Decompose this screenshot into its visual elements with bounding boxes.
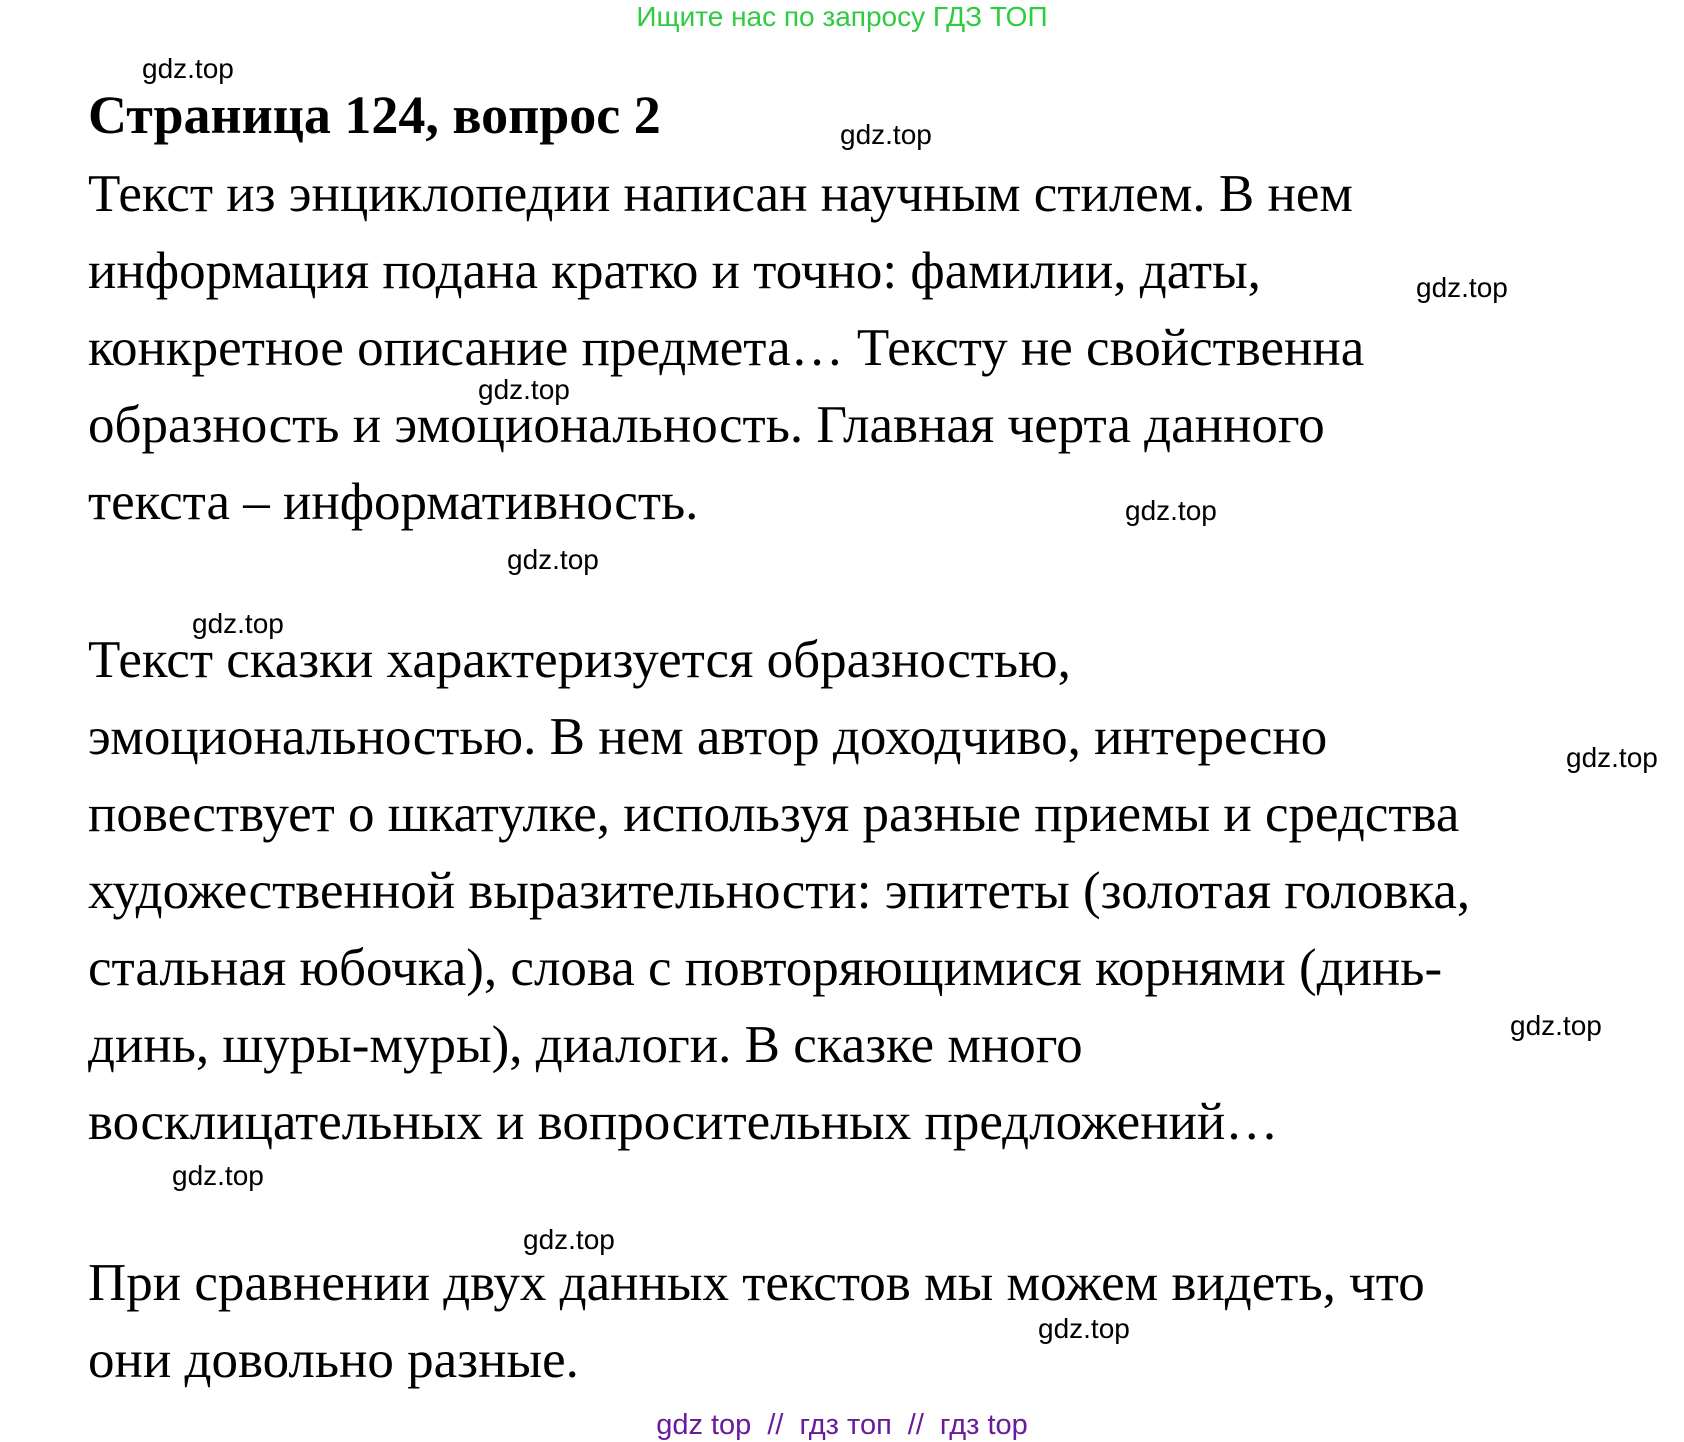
text-line: Текст сказки характеризуется образностью,	[88, 631, 1071, 689]
footer-link-gdz-top-ru[interactable]: гдз топ	[799, 1409, 892, 1441]
text-line: стальная юбочка), слова с повторяющимися корнями (динь-	[88, 939, 1443, 997]
text-line: При сравнении двух данных текстов мы можем видеть, что	[88, 1254, 1425, 1312]
text-line: информация подана кратко и точно: фамилии, даты,	[88, 242, 1261, 300]
watermark: gdz.top	[172, 1160, 264, 1191]
watermark: gdz.top	[1566, 742, 1658, 773]
paragraph-comparison	[88, 1245, 1648, 1399]
paragraph-fairy-tale	[88, 622, 1648, 1161]
text-line: эмоциональностью. В нем автор доходчиво, интересно	[88, 708, 1328, 766]
footer-separator: //	[907, 1409, 924, 1441]
watermark: gdz.top	[840, 119, 932, 150]
text-line: текста – информативность.	[88, 473, 699, 531]
watermark: gdz.top	[478, 374, 570, 405]
text-line: образность и эмоциональность. Главная черта данного	[88, 396, 1325, 454]
watermark: gdz.top	[507, 544, 599, 575]
search-hint-banner: Ищите нас по запросу ГДЗ ТОП	[636, 1, 1048, 32]
text-line: восклицательных и вопросительных предложений…	[88, 1093, 1279, 1151]
watermark: gdz.top	[1038, 1313, 1130, 1344]
text-line: художественной выразительности: эпитеты (золотая головка,	[88, 862, 1471, 920]
text-line: динь, шуры-муры), диалоги. В сказке много	[88, 1016, 1083, 1074]
text-line: повествует о шкатулке, используя разные приемы и средства	[88, 785, 1460, 843]
footer-separator: //	[767, 1409, 784, 1441]
footer-link-gdz-top-mixed[interactable]: гдз top	[939, 1409, 1028, 1441]
text-line: конкретное описание предмета… Тексту не свойственна	[88, 319, 1365, 377]
watermark: gdz.top	[1510, 1010, 1602, 1041]
text-line: они довольно разные.	[88, 1331, 579, 1389]
page-title: Страница 124, вопрос 2	[88, 85, 661, 145]
watermark: gdz.top	[192, 608, 284, 639]
footer-link-gdz-top[interactable]: gdz top	[656, 1409, 752, 1441]
paragraph-encyclopedia	[88, 156, 1648, 541]
watermark: gdz.top	[523, 1224, 615, 1255]
watermark: gdz.top	[142, 53, 234, 84]
watermark: gdz.top	[1416, 272, 1508, 303]
footer-links	[0, 1408, 1684, 1442]
text-line: Текст из энциклопедии написан научным стилем. В нем	[88, 165, 1353, 223]
watermark: gdz.top	[1125, 495, 1217, 526]
